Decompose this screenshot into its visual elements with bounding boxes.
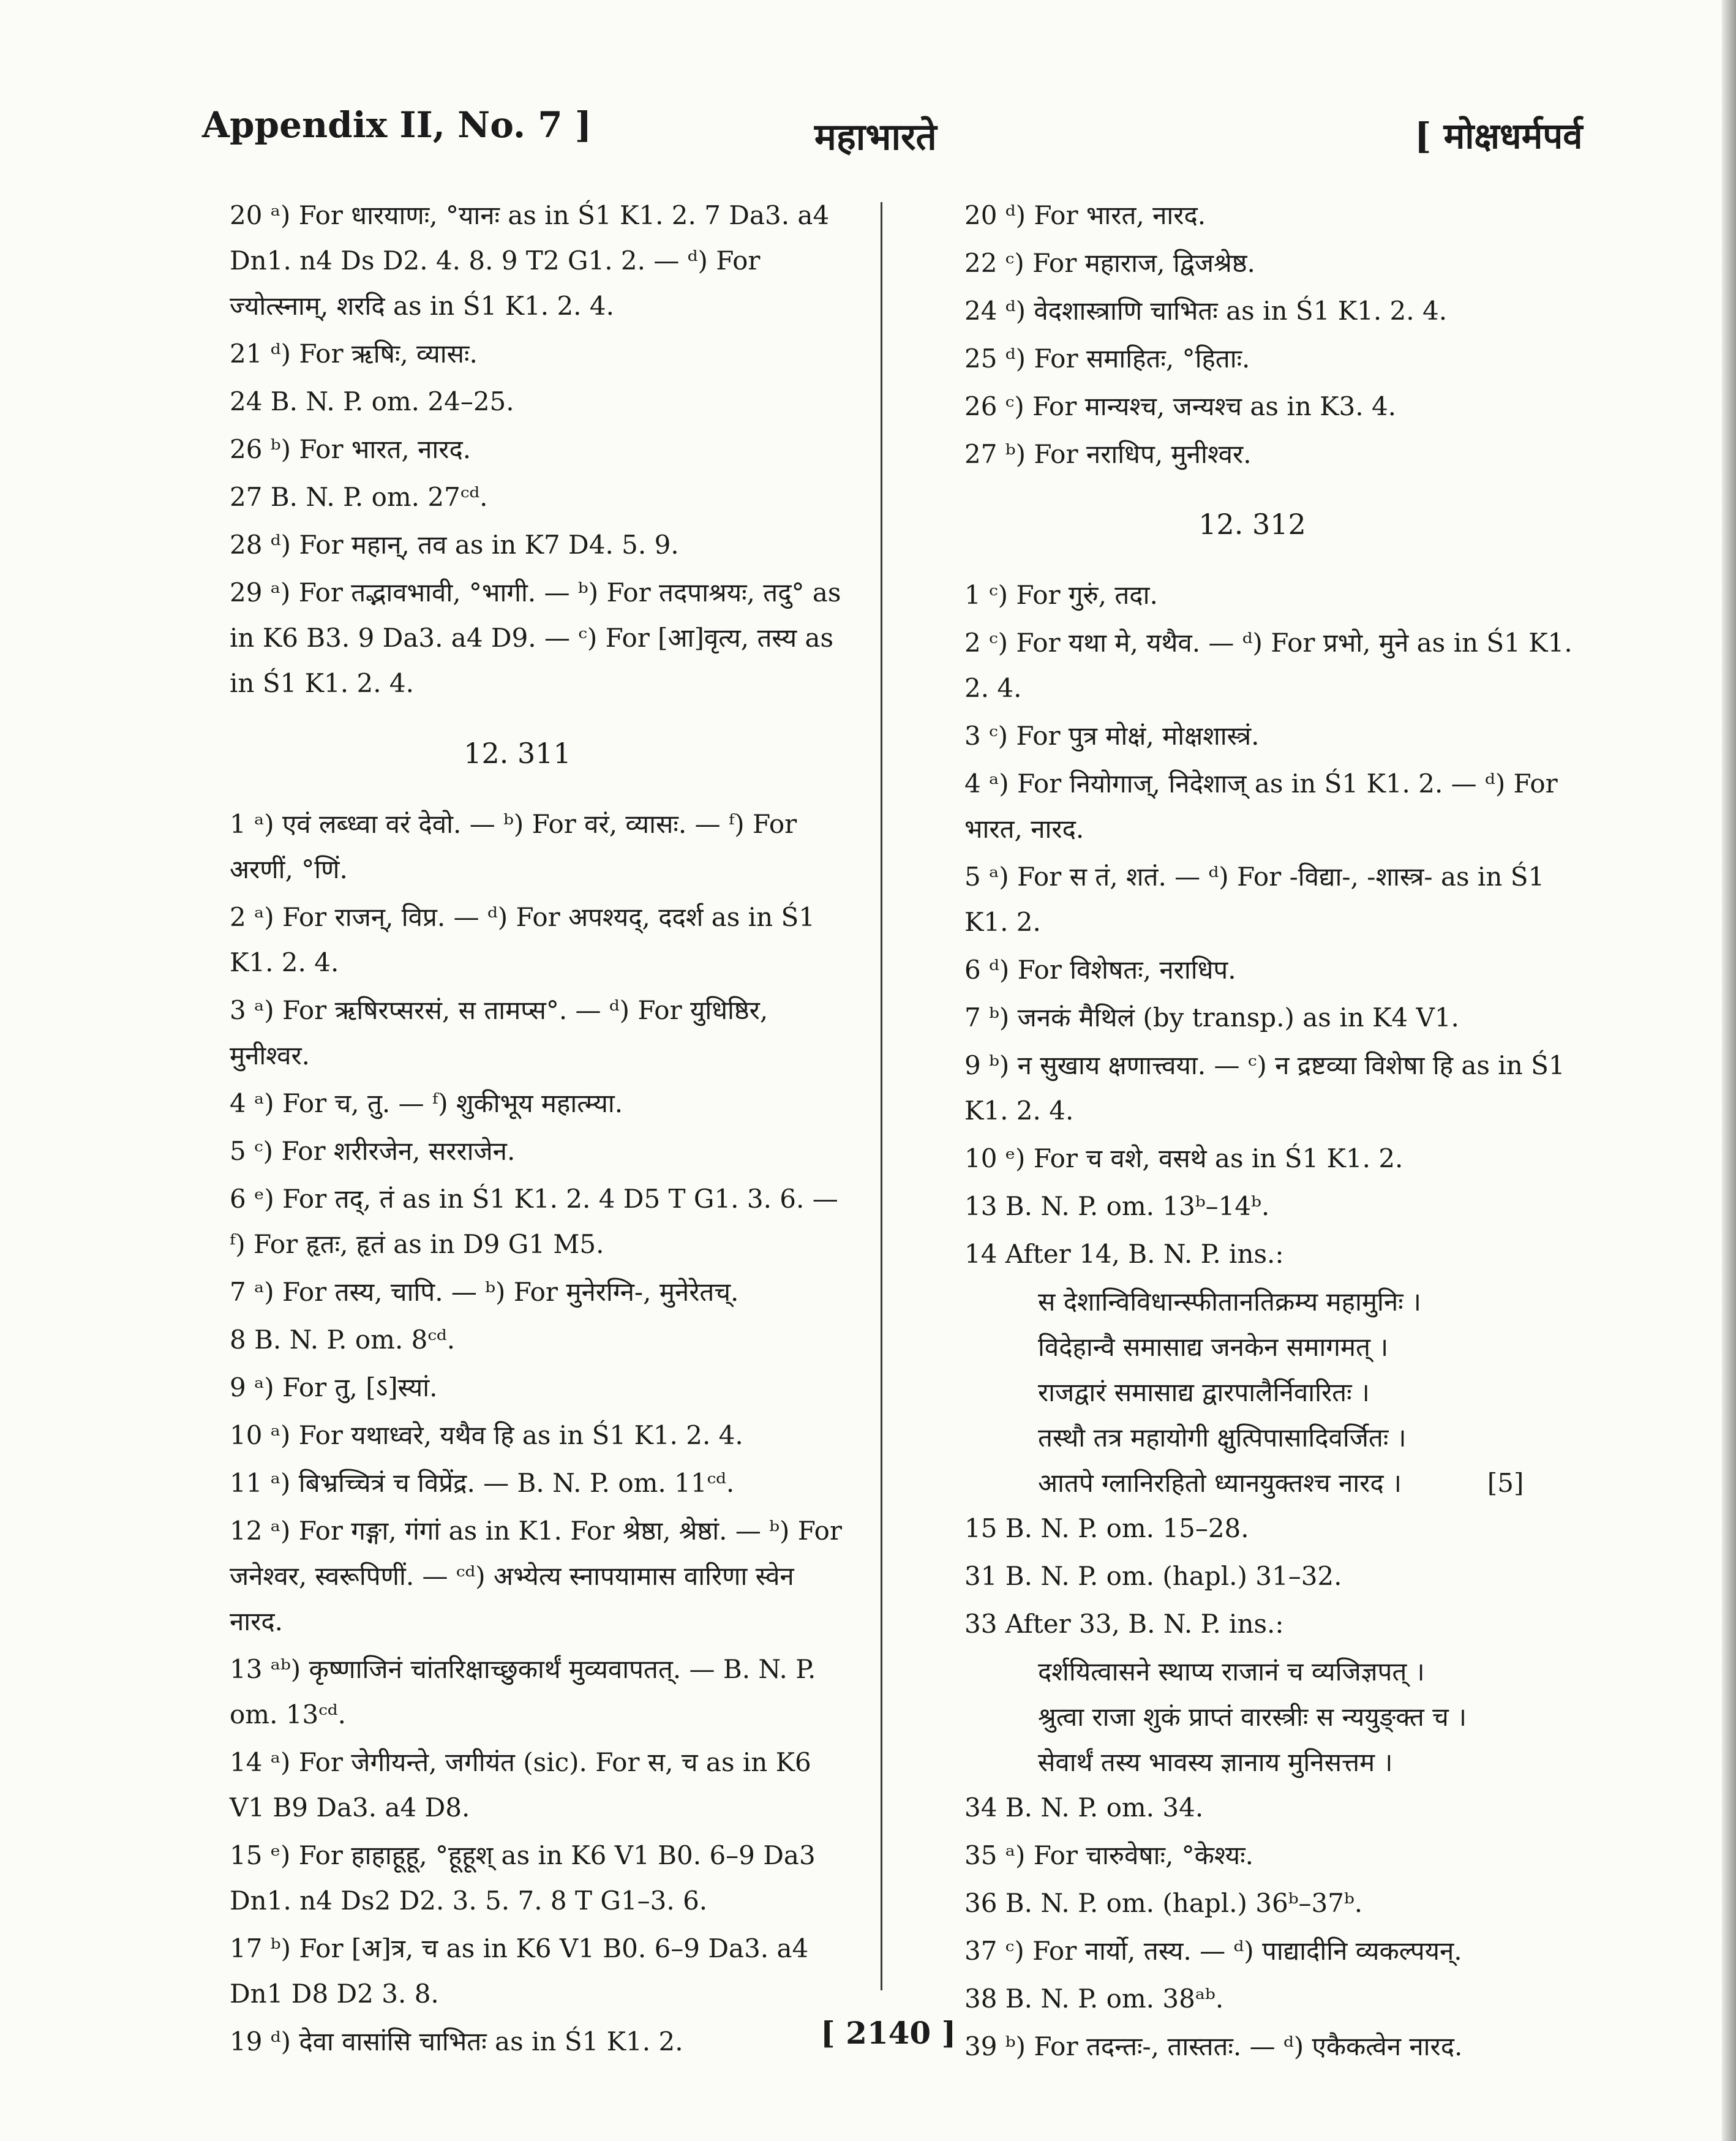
note-entry: 38 B. N. P. om. 38ᵃᵇ. <box>964 1984 1224 2014</box>
note-entry: 35 ᵃ) For चारुवेषाः, °केश्यः. <box>964 1840 1253 1870</box>
note-entry: 21 ᵈ) For ऋषिः, व्यासः. <box>230 339 478 369</box>
note-entry: 10 ᵉ) For च वशे, वसथे as in Ś1 K1. 2. <box>964 1143 1403 1173</box>
right-column <box>922 193 1583 2072</box>
note-entry: 2 ᶜ) For यथा मे, यथैव. — ᵈ) For प्रभो, मुने as in Ś1 K1. 2. 4. <box>964 628 1573 703</box>
note-entry: 13 B. N. P. om. 13ᵇ–14ᵇ. <box>964 1191 1270 1221</box>
page-edge-shadow <box>1722 0 1736 2141</box>
note-entry: 4 ᵃ) For नियोगाज्, निदेशाज् as in Ś1 K1. 2. — ᵈ) For भारत, नारद. <box>964 769 1558 844</box>
left-column <box>187 193 848 2067</box>
verse-line: दर्शयित्वासने स्थाप्य राजानं च व्यजिज्ञपत् । <box>1038 1657 1425 1687</box>
note-entry: 14 After 14, B. N. P. ins.: <box>964 1239 1284 1269</box>
note-entry: 7 ᵃ) For तस्य, चापि. — ᵇ) For मुनेरग्नि-, मुनेरेतच्. <box>230 1277 739 1307</box>
verse-line-last <box>922 1461 1583 1506</box>
note-entry: 14 ᵃ) For जेगीयन्ते, जगीयंत (sic). For स, च as in K6 V1 B9 Da3. a4 D8. <box>230 1747 811 1823</box>
note-entry: 26 ᶜ) For मान्यश्च, जन्यश्च as in K3. 4. <box>964 391 1397 421</box>
note-entry: 5 ᵃ) For स तं, शतं. — ᵈ) For -विद्या-, -शास्त्र- as in Ś1 K1. 2. <box>964 862 1545 937</box>
note-entry: 31 B. N. P. om. (hapl.) 31–32. <box>964 1561 1342 1591</box>
verse-line: विदेहान्वै समासाद्य जनकेन समागमत् । <box>1038 1332 1389 1362</box>
note-entry: 33 After 33, B. N. P. ins.: <box>964 1609 1284 1639</box>
verse-line: श्रुत्वा राजा शुकं प्राप्तं वारस्त्रीः स न्ययुङ्क्त च । <box>1038 1702 1467 1732</box>
note-entry: 5 ᶜ) For शरीरजेन, सरराजेन. <box>230 1136 516 1166</box>
column-divider <box>881 202 882 1990</box>
verse-text: आतपे ग्लानिरहितो ध्यानयुक्तश्च नारद । <box>1038 1468 1402 1498</box>
verse-line: तस्थौ तत्र महायोगी क्षुत्पिपासादिवर्जितः । <box>1038 1423 1407 1453</box>
note-entry: 20 ᵈ) For भारत, नारद. <box>964 200 1206 230</box>
note-entry: 6 ᵉ) For तद्, तं as in Ś1 K1. 2. 4 D5 T G1. 3. 6. — ᶠ) For हृतः, हृतं as in D9 G1 M5. <box>230 1184 838 1259</box>
note-entry: 29 ᵃ) For तद्भावभावी, °भागी. — ᵇ) For तदपाश्रयः, तदु° as in K6 B3. 9 Da3. a4 D9. — ᶜ) For [आ]वृत्य, तस्य as in Ś1 K1. 2. 4. <box>230 578 841 698</box>
note-entry: 36 B. N. P. om. (hapl.) 36ᵇ–37ᵇ. <box>964 1888 1363 1918</box>
note-entry: 2 ᵃ) For राजन्, विप्र. — ᵈ) For अपश्यद्, ददर्श as in Ś1 K1. 2. 4. <box>230 902 816 977</box>
running-header-title: महाभारते <box>814 116 937 159</box>
section-heading: 12. 311 <box>464 737 571 770</box>
note-entry: 6 ᵈ) For विशेषतः, नराधिप. <box>964 955 1236 985</box>
note-entry: 24 ᵈ) वेदशास्त्राणि चाभितः as in Ś1 K1. 2. 4. <box>964 296 1448 326</box>
running-header-left: Appendix II, No. 7 ] <box>202 104 592 146</box>
note-entry: 1 ᵃ) एवं लब्ध्वा वरं देवो. — ᵇ) For वरं, व्यासः. — ᶠ) For अरणीं, °णिं. <box>230 809 797 884</box>
note-entry: 28 ᵈ) For महान्, तव as in K7 D4. 5. 9. <box>230 530 679 560</box>
note-entry: 27 ᵇ) For नराधिप, मुनीश्वर. <box>964 439 1252 469</box>
note-entry: 27 B. N. P. om. 27ᶜᵈ. <box>230 482 488 512</box>
verse-number: [5] <box>1487 1468 1524 1498</box>
note-entry: 15 ᵉ) For हाहाहूहू, °हूहूश् as in K6 V1 B0. 6–9 Da3 Dn1. n4 Ds2 D2. 3. 5. 7. 8 T G1–3. 6. <box>230 1840 816 1916</box>
note-entry: 3 ᵃ) For ऋषिरप्सरसं, स तामप्स°. — ᵈ) For युधिष्ठिर, मुनीश्वर. <box>230 995 768 1070</box>
note-entry: 25 ᵈ) For समाहितः, °हिताः. <box>964 344 1250 374</box>
verse-line: राजद्वारं समासाद्य द्वारपालैर्निवारितः । <box>1038 1377 1370 1407</box>
note-entry: 39 ᵇ) For तदन्तः-, तास्ततः. — ᵈ) एकैकत्वेन नारद. <box>964 2031 1463 2061</box>
note-entry: 1 ᶜ) For गुरुं, तदा. <box>964 580 1158 610</box>
note-entry: 34 B. N. P. om. 34. <box>964 1793 1204 1823</box>
note-entry: 12 ᵃ) For गङ्गा, गंगां as in K1. For श्रेष्ठा, श्रेष्ठां. — ᵇ) For जनेश्वर, स्वरूपिणीं. — ᶜᵈ) अभ्येत्य स्नापयामास वारिणा स्वेन नारद. <box>230 1516 842 1636</box>
section-heading: 12. 312 <box>1198 508 1306 541</box>
note-entry: 22 ᶜ) For महाराज, द्विजश्रेष्ठ. <box>964 248 1255 278</box>
note-entry: 4 ᵃ) For च, तु. — ᶠ) शुकीभूय महात्म्या. <box>230 1088 623 1118</box>
note-entry: 19 ᵈ) देवा वासांसि चाभितः as in Ś1 K1. 2. <box>230 2026 683 2056</box>
note-entry: 24 B. N. P. om. 24–25. <box>230 386 514 416</box>
note-entry: 9 ᵇ) न सुखाय क्षणात्त्वया. — ᶜ) न द्रष्टव्या विशेषा हि as in Ś1 K1. 2. 4. <box>964 1050 1565 1126</box>
verse-line: सेवार्थं तस्य भावस्य ज्ञानाय मुनिसत्तम । <box>1038 1747 1393 1777</box>
note-entry: 7 ᵇ) जनकं मैथिलं (by transp.) as in K4 V1. <box>964 1003 1459 1033</box>
note-entry: 15 B. N. P. om. 15–28. <box>964 1513 1249 1543</box>
verse-line: स देशान्विविधान्स्फीतानतिक्रम्य महामुनिः । <box>1038 1287 1421 1317</box>
note-entry: 8 B. N. P. om. 8ᶜᵈ. <box>230 1325 456 1355</box>
note-entry: 20 ᵃ) For धारयाणः, °यानः as in Ś1 K1. 2. 7 Da3. a4 Dn1. n4 Ds D2. 4. 8. 9 T2 G1. 2. — ᵈ) For ज्योत्स्नाम्, शरदि as in Ś1 K1. 2. 4. <box>230 200 830 321</box>
note-entry: 9 ᵃ) For तु, [ऽ]स्यां. <box>230 1372 438 1402</box>
running-header-right: [ मोक्षधर्मपर्व <box>1415 115 1583 157</box>
note-entry: 37 ᶜ) For नार्यो, तस्य. — ᵈ) पाद्यादीनि व्यकल्पयन्. <box>964 1936 1462 1966</box>
note-entry: 13 ᵃᵇ) कृष्णाजिनं चांतरिक्षाच्छुकार्थं मुव्यवापतत्. — B. N. P. om. 13ᶜᵈ. <box>230 1654 816 1729</box>
note-entry: 10 ᵃ) For यथाध्वरे, यथैव हि as in Ś1 K1. 2. 4. <box>230 1420 743 1450</box>
note-entry: 17 ᵇ) For [अ]त्र, च as in K6 V1 B0. 6–9 Da3. a4 Dn1 D8 D2 3. 8. <box>230 1933 809 2009</box>
page-number: [ 2140 ] <box>821 2015 956 2051</box>
note-entry: 3 ᶜ) For पुत्र मोक्षं, मोक्षशास्त्रं. <box>964 721 1260 751</box>
note-entry: 11 ᵃ) बिभ्रच्चित्रं च विप्रेंद्र. — B. N. P. om. 11ᶜᵈ. <box>230 1468 735 1498</box>
note-entry: 26 ᵇ) For भारत, नारद. <box>230 434 472 464</box>
